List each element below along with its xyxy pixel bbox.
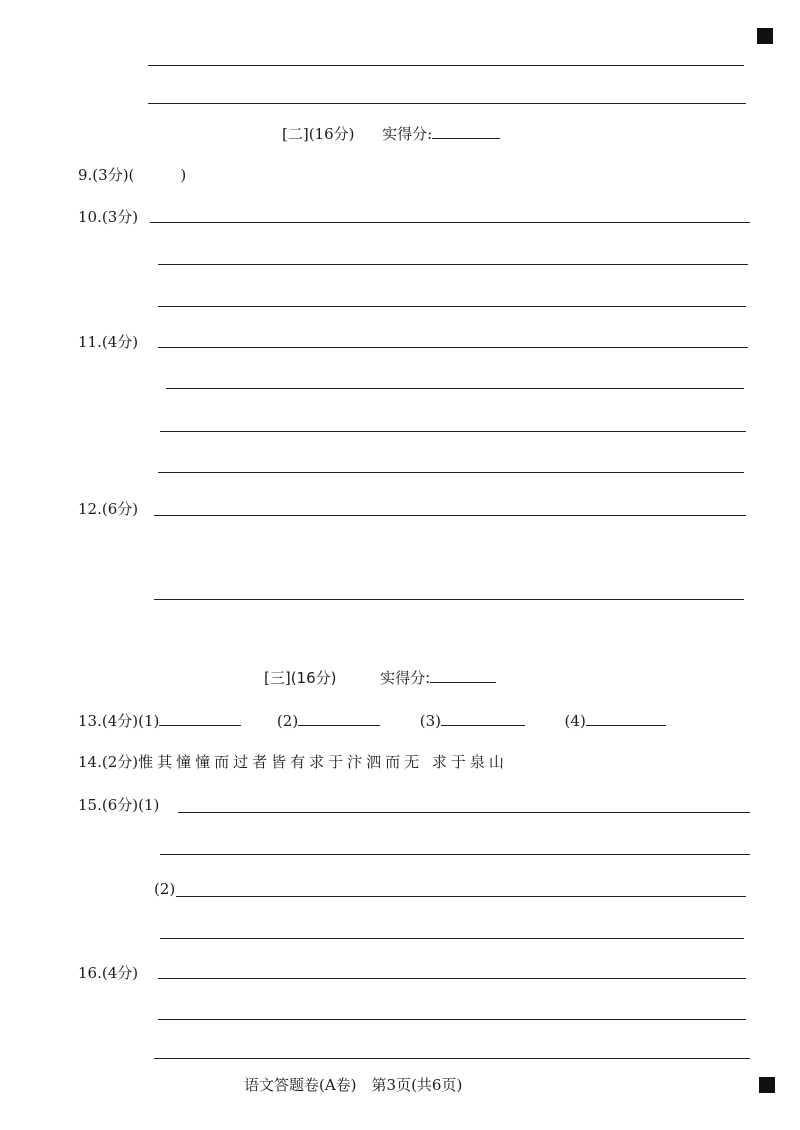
answer-line[interactable] — [154, 515, 746, 516]
question-13-part-4: (4) — [564, 712, 586, 730]
answer-line[interactable] — [178, 812, 750, 813]
answer-line[interactable] — [160, 938, 744, 939]
answer-line[interactable] — [154, 599, 744, 600]
answer-line[interactable] — [160, 854, 750, 855]
question-15-label: 15.(6分)(1) — [78, 796, 160, 814]
section-2-score-label: 实得分: — [382, 125, 433, 143]
section-2-score-blank[interactable] — [432, 124, 500, 139]
question-13-label: 13.(4分)(1) — [78, 712, 160, 730]
answer-line[interactable] — [158, 1019, 746, 1020]
question-14-label: 14.(2分) — [78, 753, 139, 771]
question-13 — [78, 711, 666, 730]
page-footer: 语文答题卷(A卷) 第3页(共6页) — [244, 1076, 463, 1094]
question-13-blank-4[interactable] — [586, 711, 666, 726]
answer-line — [148, 65, 744, 66]
answer-line[interactable] — [160, 431, 746, 432]
section-2-title: [二](16分) — [282, 125, 355, 143]
answer-line[interactable] — [158, 347, 748, 348]
answer-line[interactable] — [176, 896, 746, 897]
question-13-part-2: (2) — [276, 712, 299, 730]
answer-line — [148, 103, 746, 104]
answer-line[interactable] — [158, 264, 748, 265]
question-13-blank-3[interactable] — [441, 711, 525, 726]
answer-line[interactable] — [158, 978, 746, 979]
answer-line[interactable] — [158, 472, 744, 473]
section-3-score-label: 实得分: — [380, 669, 431, 687]
question-14 — [78, 753, 508, 771]
question-9 — [78, 166, 186, 184]
answer-line[interactable] — [150, 222, 750, 223]
question-9-label: 9.(3分)( — [78, 166, 135, 184]
question-10-label: 10.(3分) — [78, 208, 139, 226]
question-12-label: 12.(6分) — [78, 500, 139, 518]
question-15-part-2-label: (2) — [154, 880, 176, 898]
answer-line[interactable] — [154, 1058, 750, 1059]
question-13-blank-1[interactable] — [159, 711, 241, 726]
section-3-header — [264, 668, 496, 687]
section-2-header — [282, 124, 500, 143]
section-3-title: [三](16分) — [264, 669, 337, 687]
registration-mark-top-right — [757, 28, 773, 44]
answer-line[interactable] — [166, 388, 744, 389]
question-13-part-3: (3) — [419, 712, 441, 730]
question-16-label: 16.(4分) — [78, 964, 139, 982]
answer-line[interactable] — [158, 306, 746, 307]
question-11-label: 11.(4分) — [78, 333, 139, 351]
question-9-close: ) — [180, 166, 187, 184]
question-14-answer-text: 惟其憧憧而过者皆有求于汴泗而无 求于泉山 — [138, 753, 508, 771]
question-13-blank-2[interactable] — [298, 711, 380, 726]
section-3-score-blank[interactable] — [430, 668, 496, 683]
registration-mark-bottom-right — [759, 1077, 775, 1093]
